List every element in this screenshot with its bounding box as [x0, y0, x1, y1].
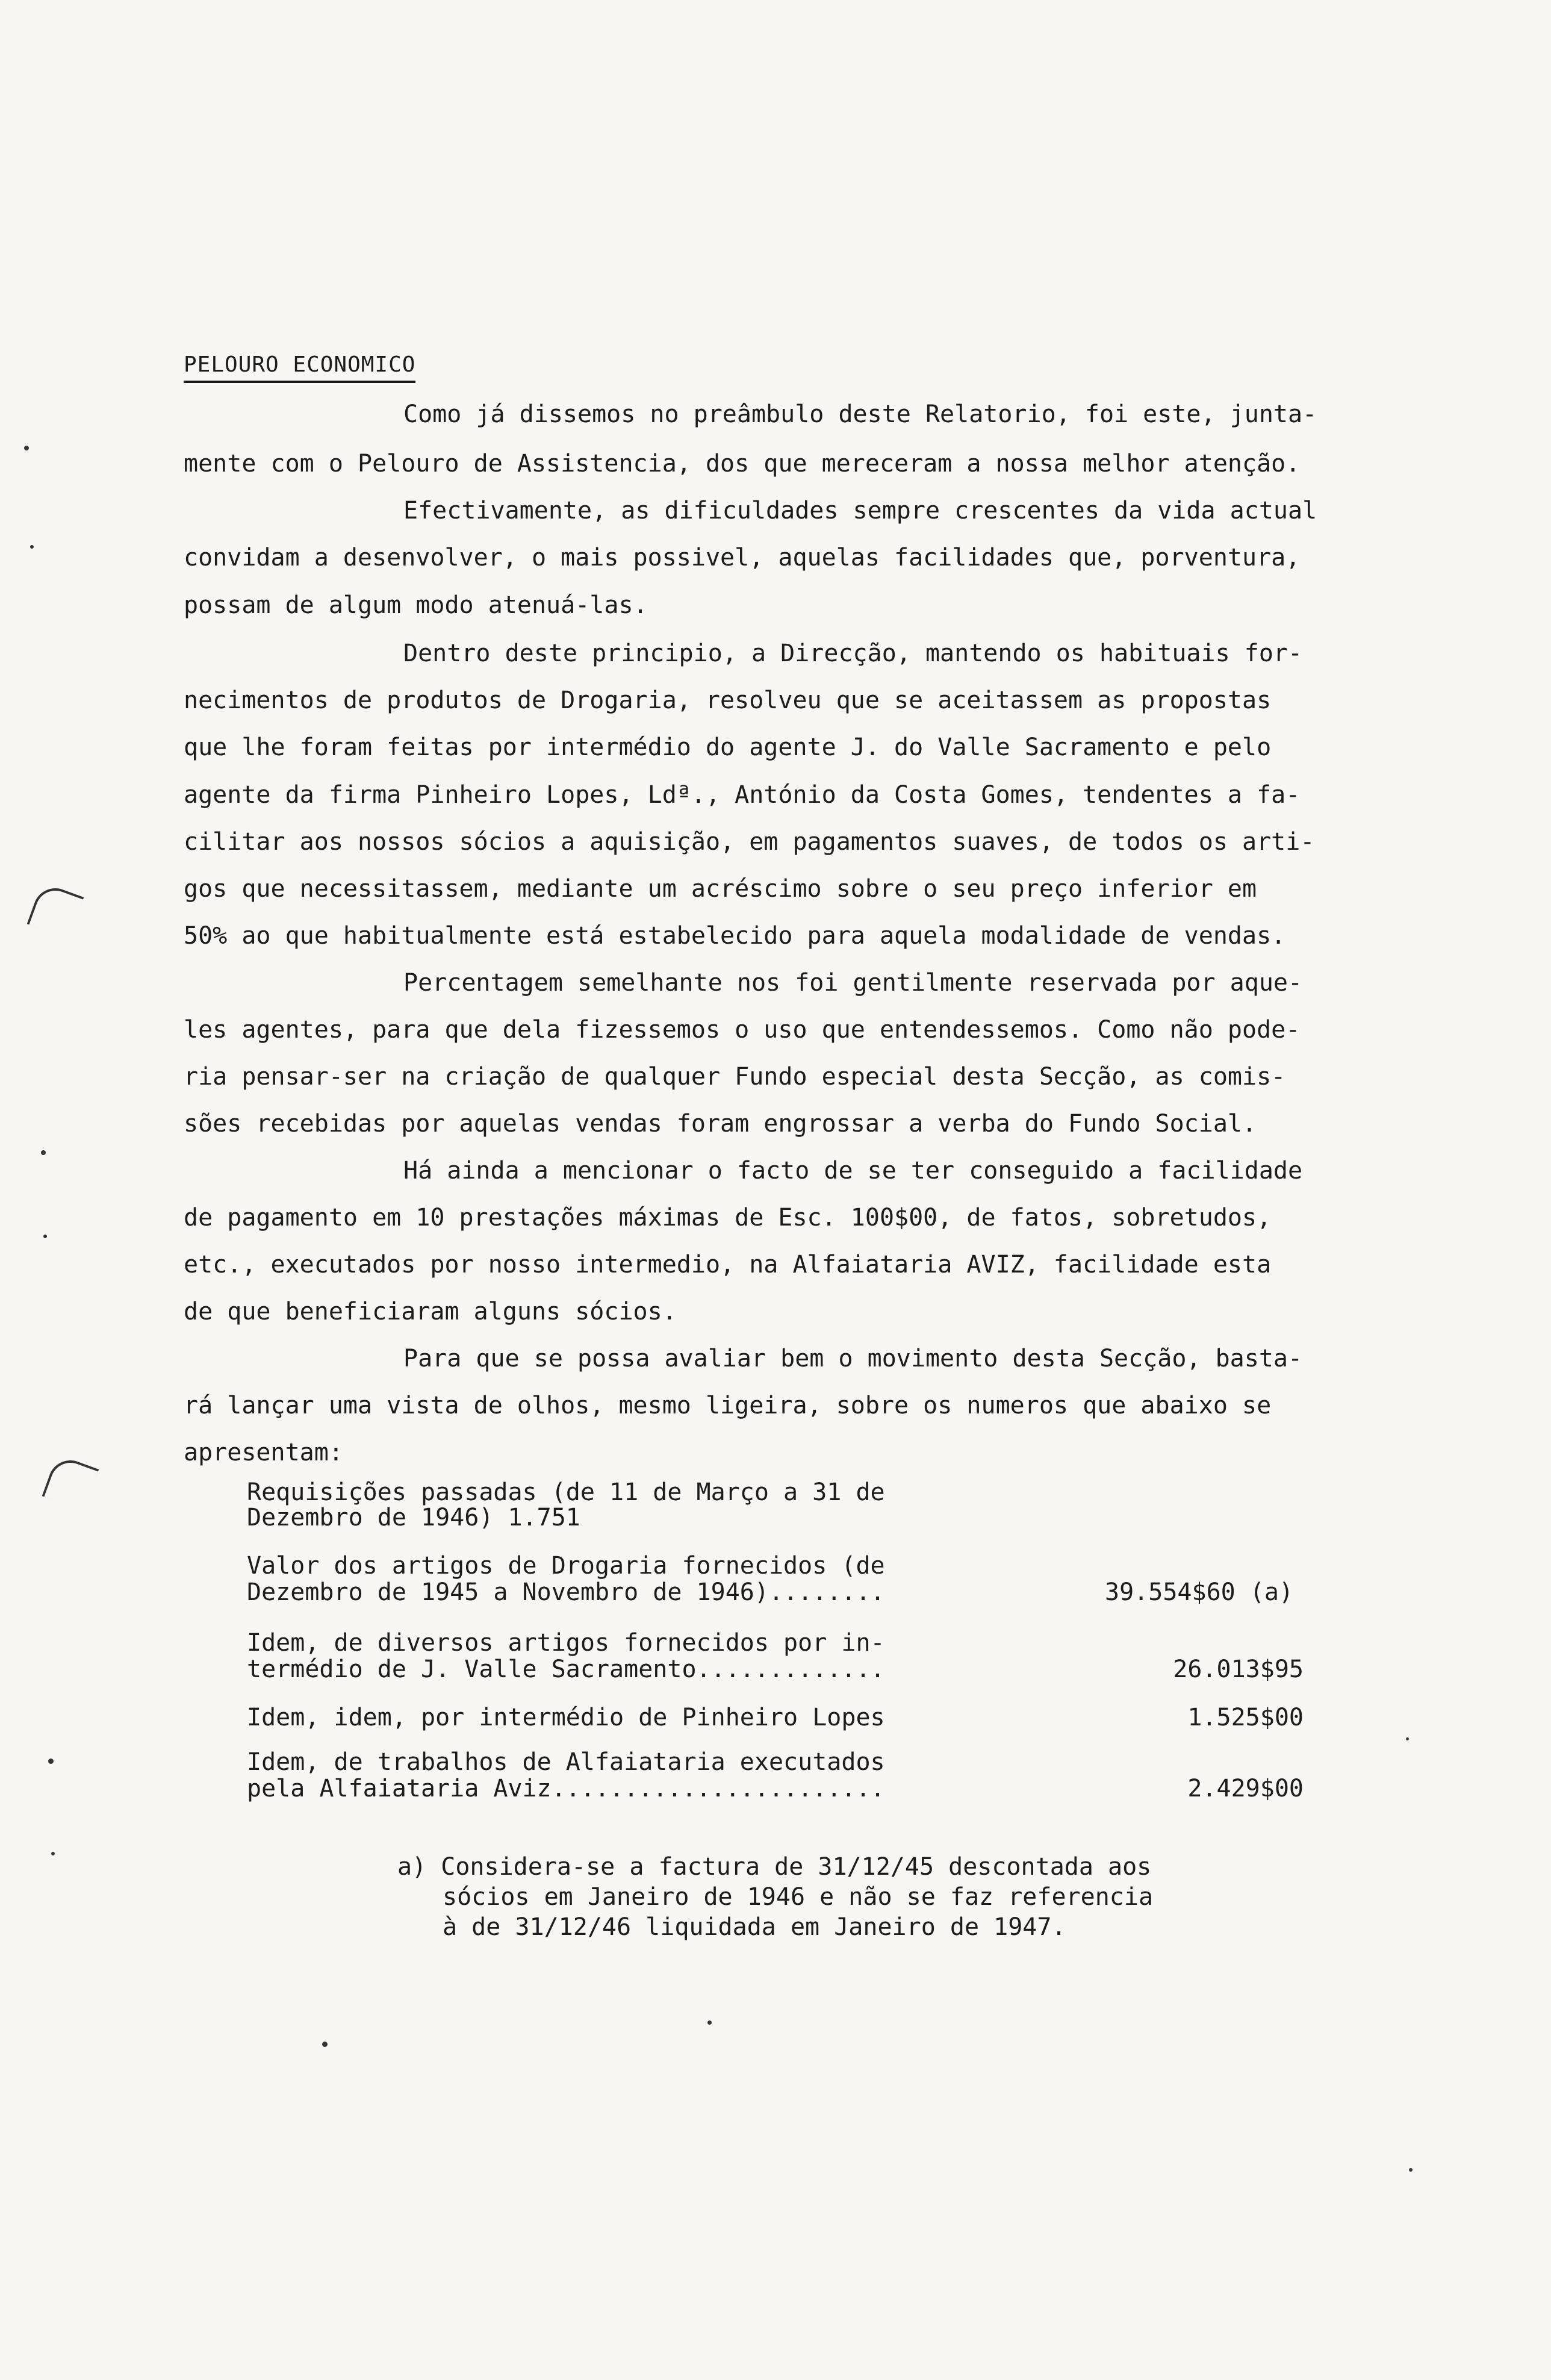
table-row-label: Idem, de diversos artigos fornecidos por in- — [247, 1629, 885, 1657]
text-line: agente da firma Pinheiro Lopes, Ldª., António da Costa Gomes, tendentes a fa- — [184, 781, 1301, 809]
scan-speck — [48, 1759, 54, 1764]
scan-speck — [322, 2042, 328, 2047]
table-row-value: 26.013$95 — [1173, 1656, 1304, 1683]
scan-speck — [707, 2020, 712, 2025]
text-line: mente com o Pelouro de Assistencia, dos que mereceram a nossa melhor atenção. — [184, 450, 1301, 478]
text-line: Efectivamente, as dificuldades sempre crescentes da vida actual — [403, 497, 1317, 525]
scan-speck — [30, 545, 34, 549]
footnote-line: sócios em Janeiro de 1946 e não se faz referencia — [443, 1883, 1154, 1911]
text-line: ria pensar-ser na criação de qualquer Fundo especial desta Secção, as comis- — [184, 1063, 1286, 1091]
table-row-label: Idem, idem, por intermédio de Pinheiro Lopes — [247, 1704, 885, 1731]
text-line: Percentagem semelhante nos foi gentilmente reservada por aque- — [403, 969, 1303, 997]
text-line: de pagamento em 10 prestações máximas de Esc. 100$00, de fatos, sobretudos, — [184, 1204, 1272, 1232]
text-line: apresentam: — [184, 1439, 343, 1466]
text-line: gos que necessitassem, mediante um acréscimo sobre o seu preço inferior em — [184, 875, 1257, 903]
scan-speck — [41, 1150, 46, 1155]
table-row-label: Dezembro de 1946) 1.751 — [247, 1504, 580, 1531]
table-row-label: Requisições passadas (de 11 de Março a 31 de — [247, 1478, 885, 1506]
text-line: que lhe foram feitas por intermédio do agente J. do Valle Sacramento e pelo — [184, 734, 1272, 761]
scan-speck — [1406, 1737, 1409, 1740]
text-line: Como já dissemos no preâmbulo deste Relatorio, foi este, junta- — [403, 400, 1317, 428]
table-row-label: Valor dos artigos de Drogaria fornecidos (de — [247, 1552, 885, 1580]
text-line: Dentro deste principio, a Direcção, mantendo os habituais for- — [403, 640, 1303, 667]
scan-speck — [51, 1852, 55, 1855]
text-line: Para que se possa avaliar bem o movimento desta Secção, basta- — [403, 1345, 1303, 1372]
table-row-value: 1.525$00 — [1187, 1704, 1304, 1731]
text-line: rá lançar uma vista de olhos, mesmo ligeira, sobre os numeros que abaixo se — [184, 1392, 1272, 1419]
text-line: 50% ao que habitualmente está estabelecido para aquela modalidade de vendas. — [184, 922, 1286, 950]
text-line: convidam a desenvolver, o mais possivel, aquelas facilidades que, porventura, — [184, 544, 1301, 572]
text-line: etc., executados por nosso intermedio, na Alfaiataria AVIZ, facilidade esta — [184, 1251, 1272, 1279]
text-line: possam de algum modo atenuá-las. — [184, 591, 648, 619]
table-row-value: 2.429$00 — [1187, 1775, 1304, 1802]
footnote-line: a) Considera-se a factura de 31/12/45 descontada aos — [397, 1853, 1152, 1881]
text-line: cilitar aos nossos sócios a aquisição, em pagamentos suaves, de todos os arti- — [184, 828, 1315, 856]
text-line: les agentes, para que dela fizessemos o uso que entendessemos. Como não pode- — [184, 1016, 1301, 1044]
scan-speck — [24, 446, 29, 450]
section-heading: PELOURO ECONOMICO — [184, 352, 415, 383]
text-line: Há ainda a mencionar o facto de se ter conseguido a facilidade — [403, 1157, 1303, 1185]
text-line: de que beneficiaram alguns sócios. — [184, 1298, 677, 1326]
scan-speck — [1409, 2168, 1413, 2172]
scan-mark — [27, 882, 84, 939]
scan-mark — [42, 1454, 99, 1512]
footnote-line: à de 31/12/46 liquidada em Janeiro de 1947. — [443, 1913, 1066, 1941]
table-row-value: 39.554$60 (a) — [1105, 1578, 1294, 1606]
text-line: sões recebidas por aquelas vendas foram engrossar a verba do Fundo Social. — [184, 1110, 1257, 1138]
text-line: necimentos de produtos de Drogaria, resolveu que se aceitassem as propostas — [184, 687, 1272, 714]
scan-speck — [43, 1235, 47, 1238]
table-row-label: pela Alfaiataria Aviz....................... — [247, 1775, 885, 1802]
table-row-label: termédio de J. Valle Sacramento............. — [247, 1656, 885, 1683]
table-row-label: Dezembro de 1945 a Novembro de 1946)........ — [247, 1578, 885, 1606]
table-row-label: Idem, de trabalhos de Alfaiataria executados — [247, 1748, 885, 1776]
